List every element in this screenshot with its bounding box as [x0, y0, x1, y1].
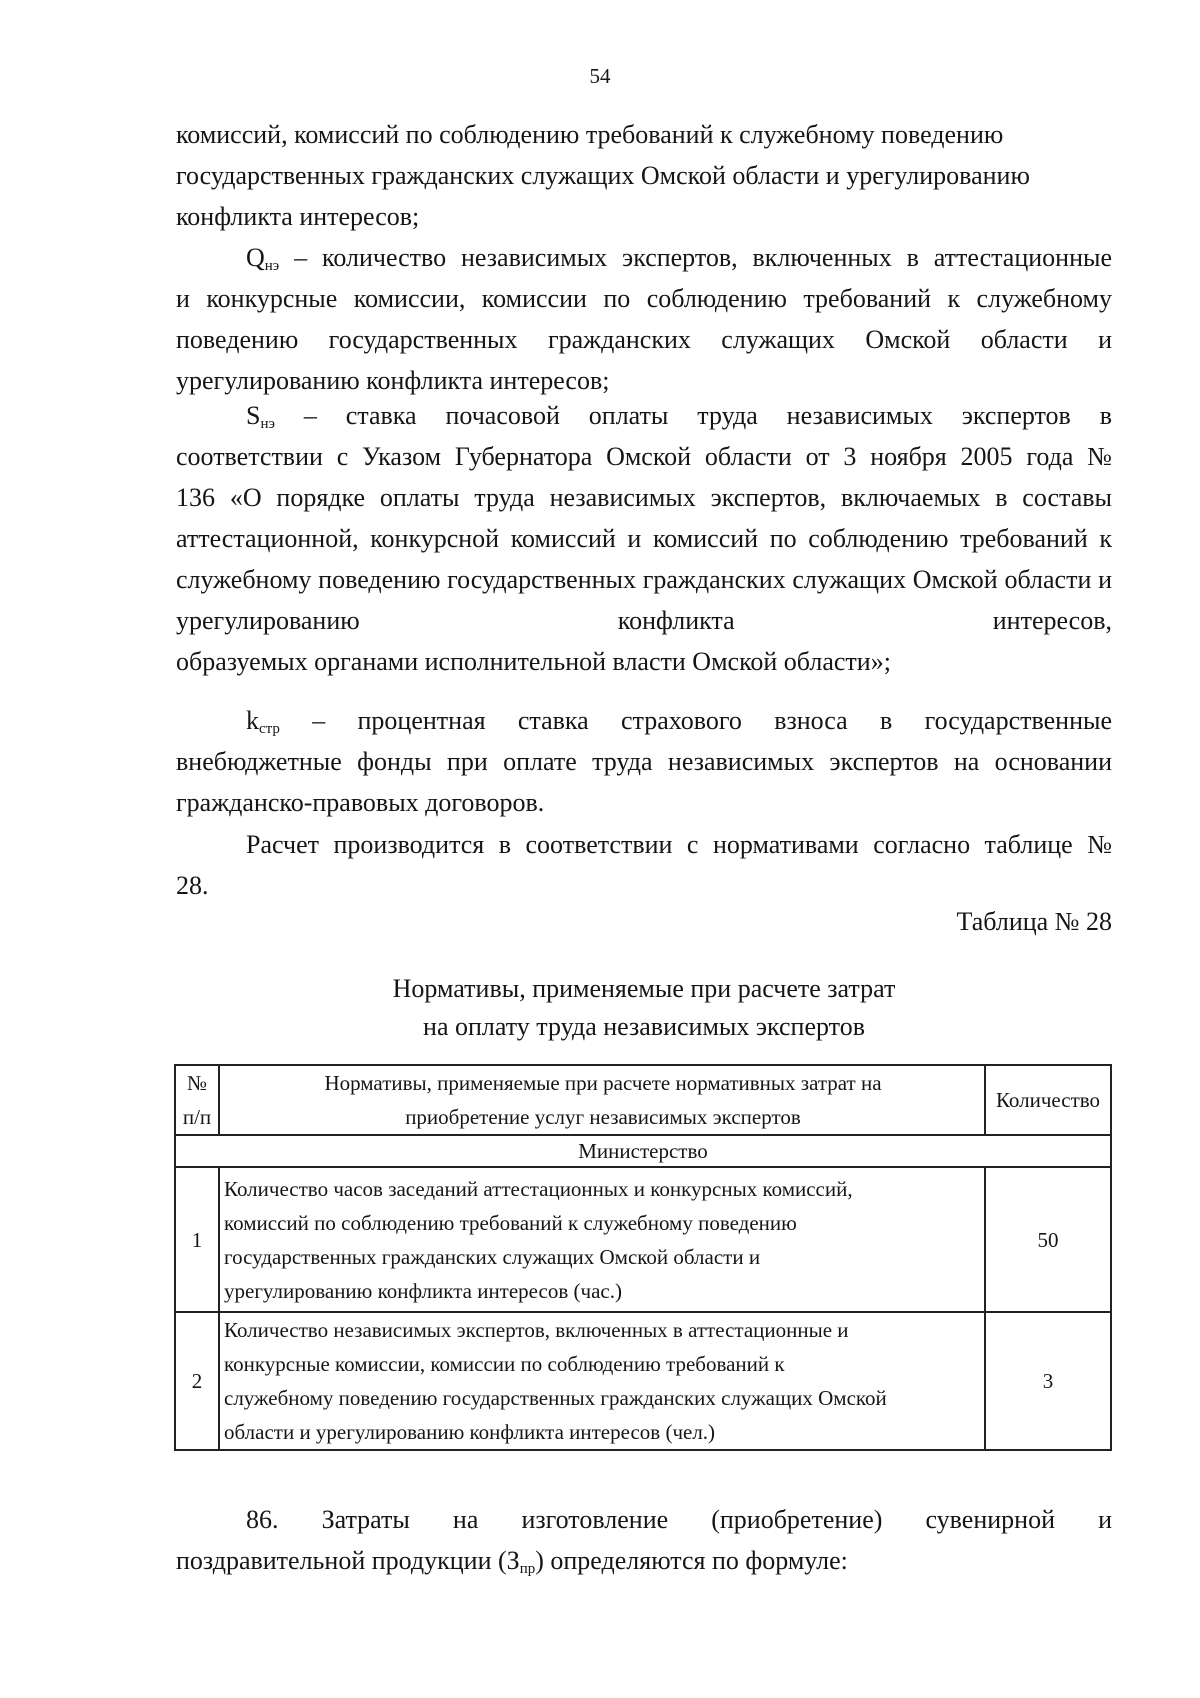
- q-rest: и конкурсные комиссии, комиссии по соблюдению требований к служебному поведению государственных гражданских служащих Омской области и урегулированию конфликта интересов;: [176, 284, 1112, 395]
- row-1-quantity: 50: [985, 1167, 1111, 1312]
- header-name-cell: [219, 1065, 985, 1135]
- paragraph-commissions-text: комиссий, комиссий по соблюдению требований к служебному поведению государственных гражданских служащих Омской области и урегулированию конфликта интересов;: [176, 120, 1030, 231]
- paragraph-item-86: [176, 1499, 1112, 1581]
- header-number-line-1: №: [186, 1071, 208, 1095]
- table-title-line-2: на оплату труда независимых экспертов: [423, 1012, 865, 1041]
- table-header-row: [175, 1065, 1111, 1135]
- q-symbol: Q: [246, 243, 265, 272]
- norms-table: [174, 1064, 1112, 1451]
- header-name-line-2: приобретение услуг независимых экспертов: [405, 1105, 801, 1129]
- header-name-line-1: Нормативы, применяемые при расчете нормативных затрат на: [324, 1071, 882, 1095]
- table-label: Таблица № 28: [956, 907, 1112, 936]
- calc-line-1: Расчет производится в соответствии с нормативами согласно таблице №: [246, 830, 1112, 859]
- paragraph-commissions: [176, 114, 1112, 237]
- row-2-line-1: Количество независимых экспертов, включенных в аттестационные и: [224, 1318, 849, 1342]
- paragraph-q-definition: [176, 237, 1112, 401]
- row-2-quantity: 3: [985, 1312, 1111, 1450]
- q-subscript: нэ: [264, 258, 280, 274]
- s-rest: 136 «О порядке оплаты труда независимых экспертов, включаемых в составы аттестационной, конкурсной комиссий и комиссий по соблюдению требований к служебному поведению государственных гражданских служащих Омской области и урегулированию конфликта интересов,: [176, 483, 1112, 635]
- header-number-line-2: п/п: [182, 1105, 212, 1129]
- table-title-line-1: Нормативы, применяемые при расчете затрат: [392, 974, 896, 1003]
- s-first-line-text: – ставка почасовой оплаты труда независимых экспертов в: [274, 401, 1112, 430]
- item-86-suffix: ) определяются по формуле:: [535, 1546, 848, 1575]
- k-line-2: внебюджетные фонды при оплате труда независимых экспертов на основании: [176, 747, 1112, 776]
- paragraph-s-definition: [176, 395, 1112, 682]
- s-first-line: [176, 395, 1112, 436]
- row-2-line-4: области и урегулированию конфликта интересов (чел.): [224, 1420, 716, 1444]
- k-first-line-text: – процентная ставка страхового взноса в государственные: [279, 706, 1112, 735]
- row-1-line-3: государственных гражданских служащих Омской области и: [224, 1244, 761, 1269]
- table-row: [175, 1312, 1111, 1450]
- k-first-line: [176, 700, 1112, 741]
- table-section-row: [175, 1135, 1111, 1167]
- item-86-prefix: поздравительной продукции (З: [176, 1546, 520, 1575]
- header-number-cell: [175, 1065, 219, 1135]
- s-subscript: нэ: [260, 416, 275, 432]
- s-last-line: образуемых органами исполнительной власти Омской области»;: [176, 647, 891, 676]
- header-quantity-cell: Количество: [985, 1065, 1111, 1135]
- row-1-number: 1: [175, 1167, 219, 1312]
- row-2-name: [219, 1312, 985, 1450]
- k-last-line: гражданско-правовых договоров.: [176, 788, 545, 817]
- row-1-line-2: комиссий по соблюдению требований к служебному поведению: [224, 1210, 797, 1235]
- item-86-line-1: 86. Затраты на изготовление (приобретение) сувенирной и: [246, 1505, 1112, 1534]
- item-86-line-2: [176, 1540, 1112, 1581]
- paragraph-k-definition: [176, 700, 1112, 823]
- row-1-line-4: урегулированию конфликта интересов (час.): [224, 1278, 622, 1303]
- s-symbol: S: [246, 401, 261, 430]
- table-title: [176, 970, 1112, 1046]
- row-1-name: [219, 1167, 985, 1312]
- paragraph-calculation: [176, 824, 1112, 906]
- page-number: 54: [589, 64, 611, 88]
- item-86-subscript: пр: [519, 1561, 536, 1577]
- q-first-line: [176, 237, 1112, 278]
- row-2-line-3: служебному поведению государственных гражданских служащих Омской: [224, 1386, 887, 1410]
- table-row: [175, 1167, 1111, 1312]
- section-ministry: Министерство: [175, 1135, 1111, 1167]
- k-subscript: стр: [259, 721, 280, 737]
- row-2-line-2: конкурсные комиссии, комиссии по соблюдению требований к: [224, 1352, 785, 1376]
- k-symbol: k: [246, 706, 259, 735]
- s-line-2: соответствии с Указом Губернатора Омской области от 3 ноября 2005 года №: [176, 442, 1112, 471]
- row-1-line-1: Количество часов заседаний аттестационных и конкурсных комиссий,: [224, 1176, 853, 1201]
- q-first-line-text: – количество независимых экспертов, включенных в аттестационные: [279, 243, 1112, 272]
- calc-line-2: 28.: [176, 871, 209, 900]
- row-2-number: 2: [175, 1312, 219, 1450]
